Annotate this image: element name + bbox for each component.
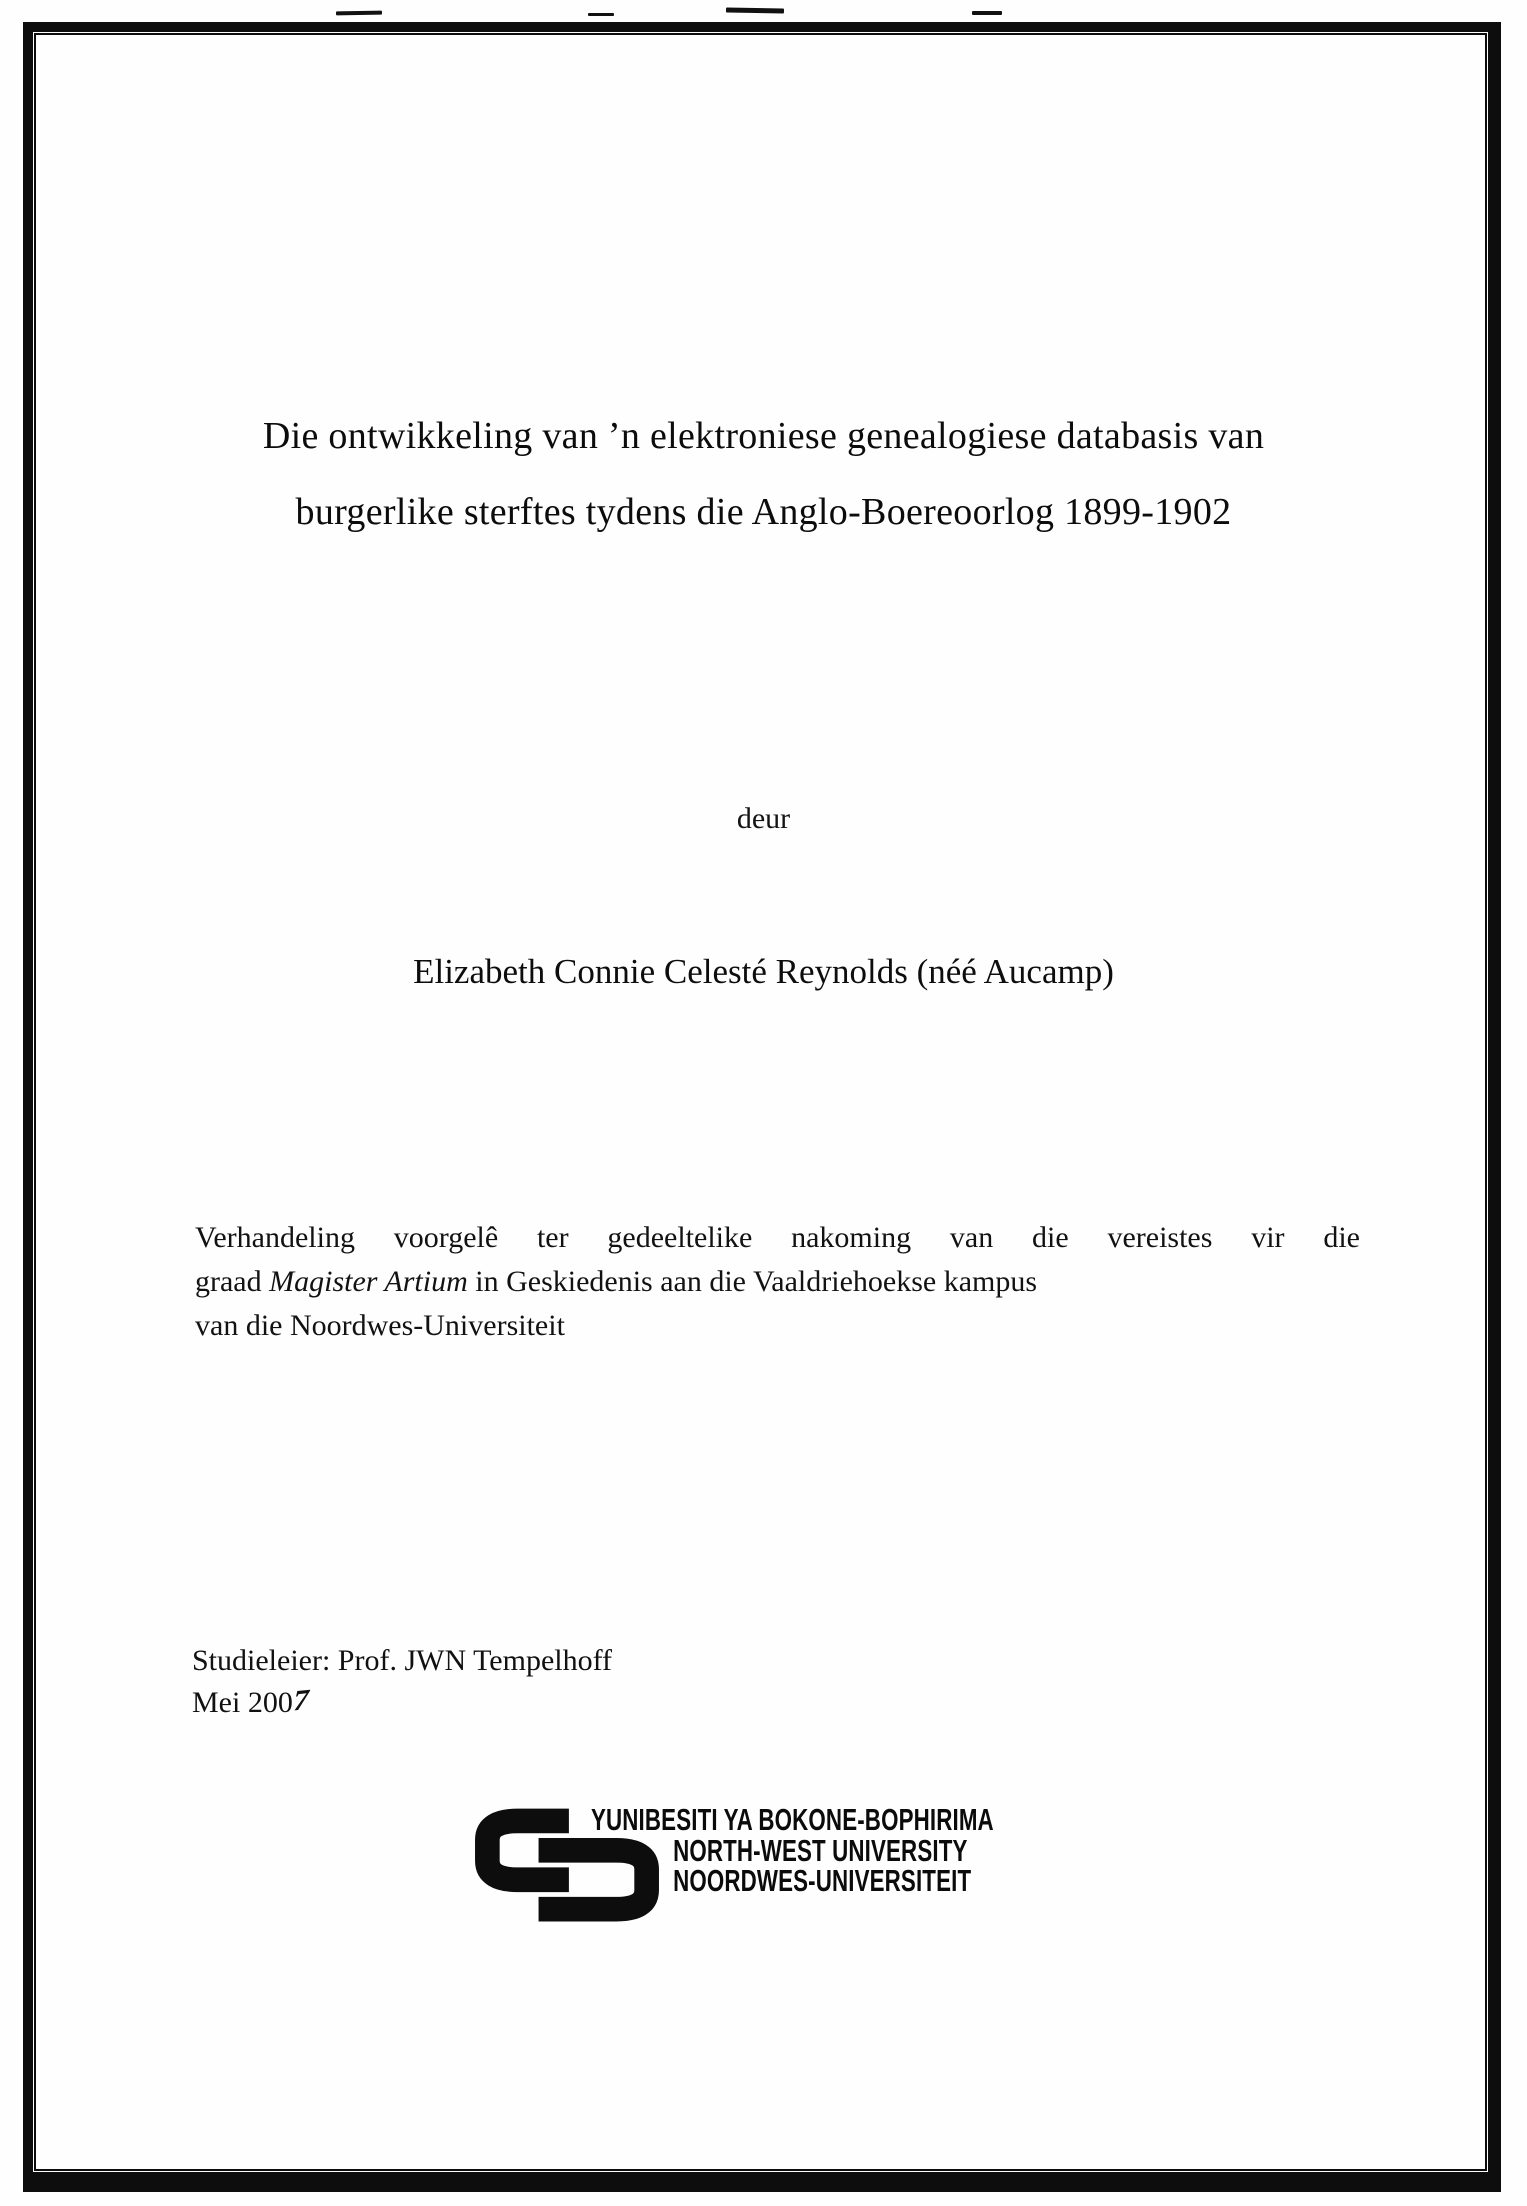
scan-artifact <box>336 11 382 16</box>
byline-deur: deur <box>736 802 791 835</box>
statement-line-2-pre: graad <box>195 1265 270 1298</box>
supervisor-block <box>192 1640 612 1724</box>
thesis-title-line-2: burgerlike sterftes tydens die Anglo-Boereoorlog 1899-1902 <box>295 491 1232 533</box>
statement-line-2-post: in Geskiedenis aan die Vaaldriehoekse kampus <box>467 1265 1038 1298</box>
degree-name-italic: Magister Artium <box>269 1265 468 1298</box>
date-prefix: Mei 200 <box>192 1686 293 1719</box>
scan-artifact <box>588 13 614 16</box>
statement-line-2 <box>195 1260 1360 1304</box>
logo-line-afrikaans: NOORDWES-UNIVERSITEIT <box>673 1863 972 1898</box>
date-line <box>192 1682 612 1724</box>
statement-line-1: Verhandeling voorgelê ter gedeeltelike nakoming van die vereistes vir die <box>195 1221 1360 1254</box>
author-name: Elizabeth Connie Celesté Reynolds (néé Aucamp) <box>413 952 1114 991</box>
thesis-statement <box>195 1216 1360 1348</box>
scan-artifact <box>726 7 784 13</box>
thesis-title-line-1: Die ontwikkeling van ’n elektroniese genealogiese databasis van <box>262 415 1265 457</box>
nwu-logo-wordmark <box>591 1802 994 1898</box>
supervisor-line: Studieleier: Prof. JWN Tempelhoff <box>192 1644 613 1677</box>
date-last-digit: 7 <box>289 1683 313 1718</box>
logo-line-setswana: YUNIBESITI YA BOKONE-BOPHIRIMA <box>591 1802 994 1837</box>
logo-line-english: NORTH-WEST UNIVERSITY <box>673 1832 968 1868</box>
thesis-title <box>100 398 1427 550</box>
statement-line-3: van die Noordwes-Universiteit <box>195 1309 565 1342</box>
scan-artifact <box>972 11 1002 15</box>
